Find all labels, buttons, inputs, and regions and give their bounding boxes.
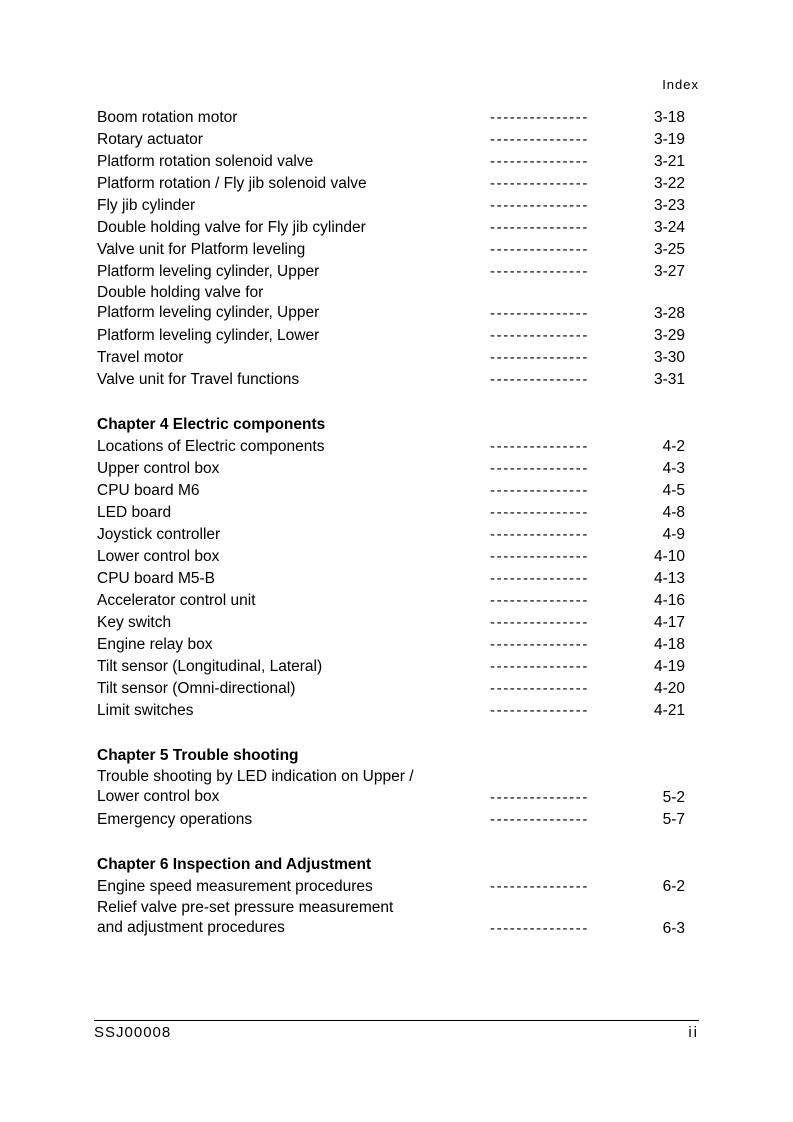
toc-entry-title bbox=[97, 767, 414, 807]
toc-entry-title bbox=[97, 524, 220, 546]
toc-entry-title bbox=[97, 436, 324, 458]
toc-entry-title bbox=[97, 325, 319, 347]
toc-dot-leader: --------------- bbox=[490, 327, 589, 344]
toc-entry-title-line: Platform leveling cylinder, Lower bbox=[97, 327, 320, 344]
toc-entry-title bbox=[97, 590, 256, 612]
toc-entry-title-line: Engine relay box bbox=[97, 636, 213, 653]
toc-entry-title-line: LED board bbox=[97, 504, 172, 521]
toc-entry-title bbox=[97, 678, 295, 700]
toc-entry-title bbox=[97, 458, 219, 480]
toc-entry-title bbox=[97, 898, 393, 938]
toc-entry-title bbox=[97, 700, 193, 722]
toc-entry[interactable] bbox=[97, 568, 697, 590]
toc-dot-leader: --------------- bbox=[490, 438, 589, 455]
toc-entry-page: 3-19 bbox=[653, 131, 685, 148]
toc-entry-title bbox=[97, 634, 212, 656]
toc-entry-title-line: Tilt sensor (Omni-directional) bbox=[97, 680, 296, 697]
toc-entry-page: 3-23 bbox=[653, 197, 685, 214]
toc-entry[interactable] bbox=[97, 217, 697, 239]
toc-entry-title bbox=[97, 239, 305, 261]
toc-entry-title-line: Double holding valve for Fly jib cylinder bbox=[97, 219, 366, 236]
toc-entry-page: 4-13 bbox=[653, 570, 685, 587]
toc-entry[interactable] bbox=[97, 612, 697, 634]
toc-entry-page: 3-18 bbox=[653, 109, 685, 126]
toc-entry-title bbox=[97, 261, 319, 283]
toc-entry-title-line: CPU board M5-B bbox=[97, 570, 216, 587]
toc-dot-leader: --------------- bbox=[490, 570, 589, 587]
toc-entry-title-line: Limit switches bbox=[97, 702, 194, 719]
toc-dot-leader: --------------- bbox=[490, 305, 589, 322]
toc-entry[interactable] bbox=[97, 700, 697, 722]
toc-dot-leader: --------------- bbox=[490, 482, 589, 499]
chapter-heading: Chapter 4 Electric components bbox=[97, 416, 326, 433]
toc-dot-leader: --------------- bbox=[490, 658, 589, 675]
toc-dot-leader: --------------- bbox=[490, 526, 589, 543]
toc-entry-title bbox=[97, 480, 200, 502]
toc-dot-leader: --------------- bbox=[490, 592, 589, 609]
toc-entry-title-line: Joystick controller bbox=[97, 526, 221, 543]
toc-entry[interactable] bbox=[97, 590, 697, 612]
toc-entry-page: 3-30 bbox=[653, 349, 685, 366]
toc-entry[interactable] bbox=[97, 173, 697, 195]
toc-dot-leader: --------------- bbox=[490, 636, 589, 653]
toc-entry-title bbox=[97, 502, 171, 524]
toc-dot-leader: --------------- bbox=[490, 702, 589, 719]
toc-entry[interactable] bbox=[97, 436, 697, 458]
toc-entry[interactable] bbox=[97, 767, 697, 809]
toc-entry-title bbox=[97, 129, 203, 151]
toc-dot-leader: --------------- bbox=[490, 371, 589, 388]
toc-entry[interactable] bbox=[97, 898, 697, 940]
toc-entry-page: 5-7 bbox=[662, 811, 685, 828]
toc-entry-title-line: Platform rotation solenoid valve bbox=[97, 153, 314, 170]
toc-entry-page: 3-27 bbox=[653, 263, 685, 280]
table-of-contents bbox=[97, 107, 697, 940]
toc-entry-title-line: Lower control box bbox=[97, 548, 220, 565]
toc-entry-page: 4-9 bbox=[662, 526, 685, 543]
toc-entry[interactable] bbox=[97, 678, 697, 700]
toc-entry-title bbox=[97, 151, 313, 173]
toc-entry-title-line: Travel motor bbox=[97, 349, 184, 366]
toc-entry-title-line: Platform leveling cylinder, Upper bbox=[97, 304, 320, 321]
toc-dot-leader: --------------- bbox=[490, 680, 589, 697]
toc-dot-leader: --------------- bbox=[490, 460, 589, 477]
toc-entry-title-line: Boom rotation motor bbox=[97, 109, 238, 126]
toc-entry[interactable] bbox=[97, 151, 697, 173]
toc-entry-title bbox=[97, 568, 215, 590]
toc-entry[interactable] bbox=[97, 502, 697, 524]
toc-entry-title-line: Accelerator control unit bbox=[97, 592, 256, 609]
toc-entry-title bbox=[97, 612, 171, 634]
toc-entry[interactable] bbox=[97, 347, 697, 369]
toc-entry[interactable] bbox=[97, 195, 697, 217]
toc-entry[interactable] bbox=[97, 546, 697, 568]
toc-entry-title-line: Fly jib cylinder bbox=[97, 197, 196, 214]
toc-entry-page: 4-2 bbox=[662, 438, 685, 455]
toc-dot-leader: --------------- bbox=[490, 175, 589, 192]
toc-entry-page: 3-31 bbox=[653, 371, 685, 388]
chapter-heading: Chapter 6 Inspection and Adjustment bbox=[97, 856, 372, 873]
toc-entry-title bbox=[97, 173, 367, 195]
toc-entry-title-line: Tilt sensor (Longitudinal, Lateral) bbox=[97, 658, 323, 675]
footer-divider bbox=[94, 1020, 699, 1021]
toc-entry-title bbox=[97, 217, 366, 239]
toc-entry-title bbox=[97, 347, 183, 369]
toc-entry-title bbox=[97, 283, 319, 323]
toc-entry-page: 3-28 bbox=[653, 305, 685, 322]
toc-entry-title-line: Valve unit for Travel functions bbox=[97, 371, 300, 388]
toc-entry-title bbox=[97, 107, 237, 129]
toc-entry-title-line: and adjustment procedures bbox=[97, 919, 285, 936]
toc-entry[interactable] bbox=[97, 656, 697, 678]
toc-entry[interactable] bbox=[97, 480, 697, 502]
toc-entry-page: 3-29 bbox=[653, 327, 685, 344]
toc-entry-title-line: Double holding valve for bbox=[97, 284, 264, 301]
toc-dot-leader: --------------- bbox=[490, 153, 589, 170]
toc-dot-leader: --------------- bbox=[490, 504, 589, 521]
toc-dot-leader: --------------- bbox=[490, 219, 589, 236]
toc-entry-title bbox=[97, 876, 373, 898]
toc-entry[interactable] bbox=[97, 283, 697, 325]
document-code: SSJ00008 bbox=[94, 1024, 172, 1041]
toc-entry-page: 4-19 bbox=[653, 658, 685, 675]
toc-entry-page: 3-22 bbox=[653, 175, 685, 192]
toc-entry-page: 4-16 bbox=[653, 592, 685, 609]
toc-entry-title-line: Valve unit for Platform leveling bbox=[97, 241, 306, 258]
toc-entry-title-line: Key switch bbox=[97, 614, 172, 631]
toc-entry[interactable] bbox=[97, 809, 697, 831]
toc-entry[interactable] bbox=[97, 524, 697, 546]
toc-entry-page: 4-10 bbox=[653, 548, 685, 565]
toc-entry-page: 4-5 bbox=[662, 482, 685, 499]
toc-dot-leader: --------------- bbox=[490, 263, 589, 280]
toc-entry-title-line: Relief valve pre-set pressure measurement bbox=[97, 899, 394, 916]
toc-entry-title-line: Rotary actuator bbox=[97, 131, 203, 148]
toc-entry-page: 6-3 bbox=[662, 920, 685, 937]
toc-entry[interactable] bbox=[97, 129, 697, 151]
toc-entry-title-line: Locations of Electric components bbox=[97, 438, 325, 455]
toc-entry[interactable] bbox=[97, 239, 697, 261]
chapter-heading: Chapter 5 Trouble shooting bbox=[97, 747, 299, 764]
toc-entry-title bbox=[97, 369, 299, 391]
toc-entry-title-line: Upper control box bbox=[97, 460, 220, 477]
toc-entry[interactable] bbox=[97, 458, 697, 480]
toc-entry-page: 6-2 bbox=[662, 878, 685, 895]
toc-entry-page: 3-25 bbox=[653, 241, 685, 258]
toc-dot-leader: --------------- bbox=[490, 131, 589, 148]
toc-entry-page: 4-8 bbox=[662, 504, 685, 521]
toc-entry-title bbox=[97, 809, 252, 831]
toc-entry-title-line: Trouble shooting by LED indication on Upper / bbox=[97, 768, 414, 785]
toc-dot-leader: --------------- bbox=[490, 878, 589, 895]
toc-entry-title bbox=[97, 546, 219, 568]
toc-entry-title bbox=[97, 195, 195, 217]
toc-entry[interactable] bbox=[97, 261, 697, 283]
toc-entry-title-line: Emergency operations bbox=[97, 811, 253, 828]
toc-entry[interactable] bbox=[97, 325, 697, 347]
toc-entry-title-line: Engine speed measurement procedures bbox=[97, 878, 373, 895]
page-header-label: Index bbox=[662, 77, 699, 92]
toc-entry-page: 4-18 bbox=[653, 636, 685, 653]
toc-entry[interactable] bbox=[97, 634, 697, 656]
toc-entry-page: 5-2 bbox=[662, 789, 685, 806]
toc-entry-page: 4-17 bbox=[653, 614, 685, 631]
toc-dot-leader: --------------- bbox=[490, 241, 589, 258]
toc-dot-leader: --------------- bbox=[490, 920, 589, 937]
toc-dot-leader: --------------- bbox=[490, 811, 589, 828]
toc-entry-title-line: Lower control box bbox=[97, 788, 220, 805]
toc-entry-page: 4-20 bbox=[653, 680, 685, 697]
toc-entry-title-line: Platform rotation / Fly jib solenoid valve bbox=[97, 175, 367, 192]
toc-entry[interactable] bbox=[97, 876, 697, 898]
toc-dot-leader: --------------- bbox=[490, 614, 589, 631]
toc-dot-leader: --------------- bbox=[490, 109, 589, 126]
toc-entry-page: 3-21 bbox=[653, 153, 685, 170]
toc-dot-leader: --------------- bbox=[490, 349, 589, 366]
toc-entry-title bbox=[97, 656, 322, 678]
toc-entry-title-line: Platform leveling cylinder, Upper bbox=[97, 263, 320, 280]
toc-entry-page: 4-3 bbox=[662, 460, 685, 477]
toc-entry-page: 4-21 bbox=[653, 702, 685, 719]
toc-entry[interactable] bbox=[97, 107, 697, 129]
toc-entry-page: 3-24 bbox=[653, 219, 685, 236]
toc-entry-title-line: CPU board M6 bbox=[97, 482, 200, 499]
toc-dot-leader: --------------- bbox=[490, 548, 589, 565]
page-number: ii bbox=[688, 1024, 699, 1041]
toc-dot-leader: --------------- bbox=[490, 197, 589, 214]
toc-dot-leader: --------------- bbox=[490, 789, 589, 806]
toc-entry[interactable] bbox=[97, 369, 697, 391]
